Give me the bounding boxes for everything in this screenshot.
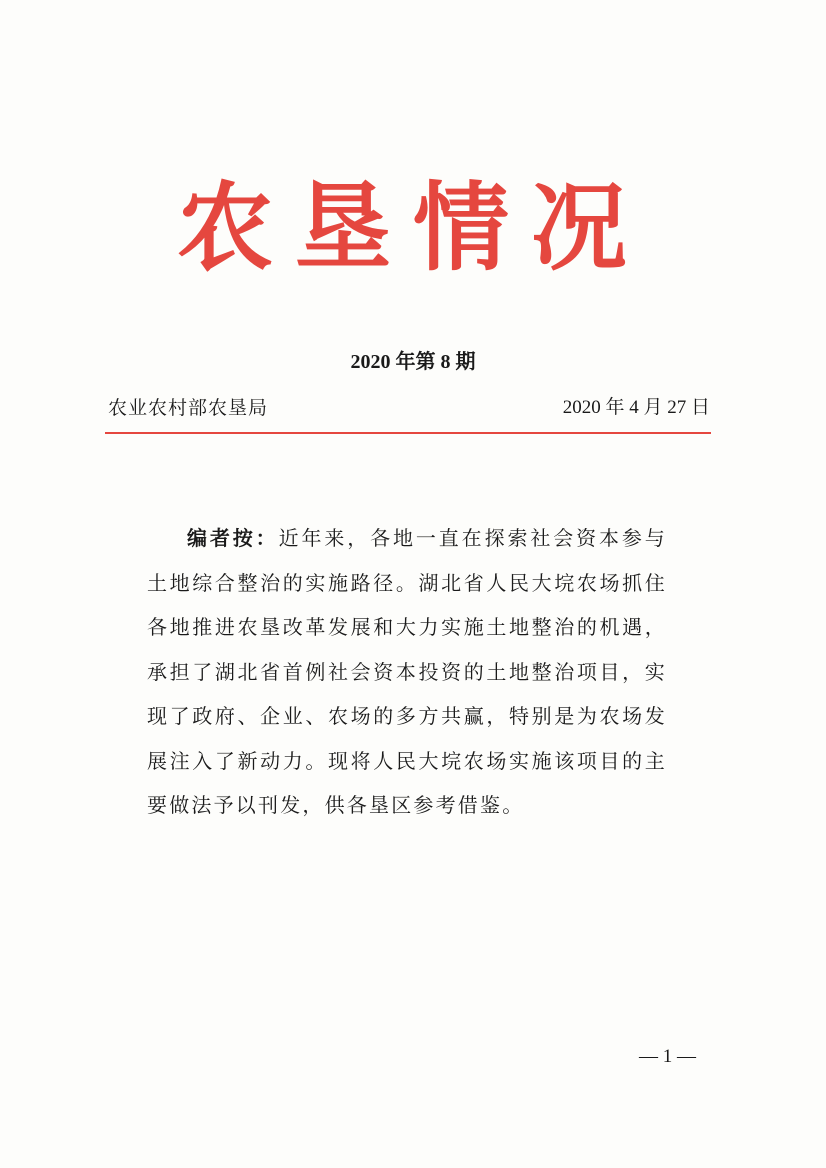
issue-date: 2020 年 4 月 27 日 [562, 397, 710, 418]
page-number: — 1 — [639, 1046, 696, 1067]
editor-note-text: 近年来，各地一直在探索社会资本参与土地综合整治的实施路径。湖北省人民大垸农场抓住各地推进农垦改革发展和大力实施土地整治的机遇，承担了湖北省首例社会资本投资的土地整治项目，实现了政府、企业、农场的多方共赢，特别是为农场发展注入了新动力。现将人民大垸农场实施该项目的主要做法予以刊发，供各垦区参考借鉴。 [147, 526, 667, 817]
editor-note-label: 编者按： [187, 526, 279, 550]
header-divider-rule [105, 432, 711, 434]
issue-number: 2020 年第 8 期 [350, 351, 476, 373]
editor-note-paragraph [147, 516, 667, 828]
masthead-title: 农垦情况 [177, 171, 649, 284]
issuer-name: 农业农村部农垦局 [108, 397, 269, 419]
